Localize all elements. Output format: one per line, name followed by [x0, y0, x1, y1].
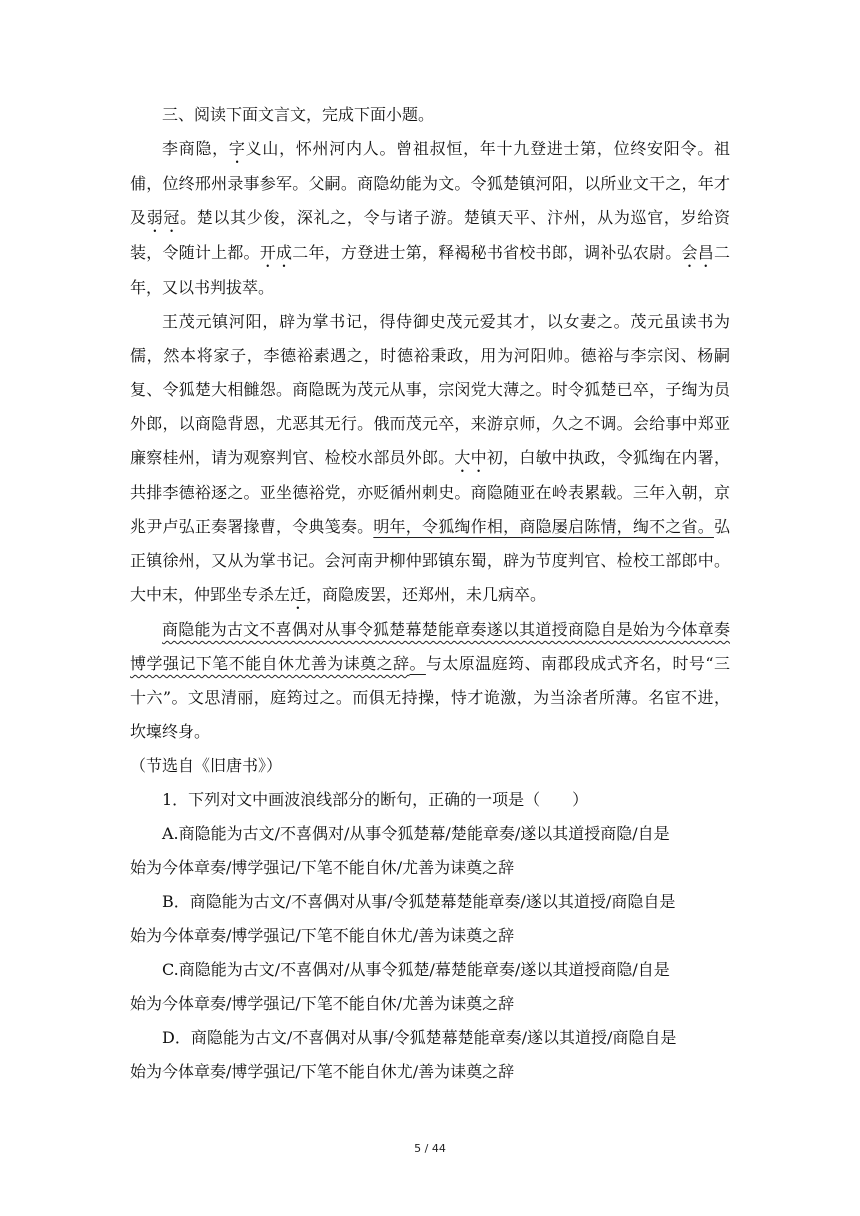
- option-a-continued: 始为今体章奏/博学强记/下笔不能自休/尤善为诔奠之辞: [130, 858, 515, 877]
- passage-paragraph-1: 李商隐，字义山，怀州河内人。曾祖叔恒，年十九登进士第，位终安阳令。祖俌，位终邢州录事参军。父嗣。商隐幼能为文。令狐楚镇河阳，以所业文干之，年才及弱冠。楚以其少俊，深礼之，令与诸子游。楚镇天平、汴州，从为巡官，岁给资装，令随计上都。开成二年，方登进士第，释褐秘书省校书郎，调补弘农尉。会昌二年，又以书判拔萃。: [130, 139, 730, 297]
- emphasis-dazhong: 大中: [454, 448, 487, 467]
- option-d-continued: 始为今体章奏/博学强记/下笔不能自休尤/善为诔奠之辞: [130, 1062, 515, 1081]
- passage-paragraph-3: 商隐能为古文不喜偶对从事令狐楚幕楚能章奏遂以其道授商隐自是始为今体章奏博学强记下笔不能自休尤善为诔奠之辞。与太原温庭筠、南郡段成式齐名，时号“三十六”。文思清丽，庭筠过之。而俱无持操，恃才诡激，为当涂者所薄。名宦不进，坎壈终身。: [130, 620, 730, 741]
- option-b: B．商隐能为古文/不喜偶对从事/令狐楚幕楚能章奏/遂以其道授/商隐自是: [162, 892, 676, 911]
- option-b-continued: 始为今体章奏/博学强记/下笔不能自休尤/善为诔奠之辞: [130, 926, 515, 945]
- emphasis-ruoguan: 弱冠: [146, 208, 181, 227]
- option-c: C.商隐能为古文/不喜偶对/从事令狐楚/幕楚能章奏/遂以其道授商隐/自是: [162, 960, 670, 979]
- emphasis-kaicheng: 开成: [259, 243, 293, 262]
- page-content: [130, 98, 730, 1089]
- passage-source: （节选自《旧唐书》）: [130, 756, 283, 775]
- section-heading: 三、阅读下面文言文，完成下面小题。: [162, 105, 435, 124]
- option-c-continued: 始为今体章奏/博学强记/下笔不能自休/尤善为诔奠之辞: [130, 994, 515, 1013]
- underlined-sentence: 明年，令狐绹作相，商隐屡启陈情，绹不之省。: [373, 517, 714, 536]
- option-a: A.商隐能为古文/不喜偶对/从事令狐楚幕/楚能章奏/遂以其道授商隐/自是: [162, 824, 670, 843]
- passage-paragraph-2: 王茂元镇河阳，辟为掌书记，得侍御史茂元爱其才，以女妻之。茂元虽读书为儒，然本将家子，李德裕素遇之，时德裕秉政，用为河阳帅。德裕与李宗闵、杨嗣复、令狐楚大相雠怨。商隐既为茂元从事，宗闵党大薄之。时令狐楚已卒，子绹为员外郎，以商隐背恩，尤恶其无行。俄而茂元卒，来游京师，久之不调。会给事中郑亚廉察桂州，请为观察判官、检校水部员外郎。大中初，白敏中执政，令狐绹在内署，共排李德裕逐之。亚坐德裕党，亦贬循州刺史。商隐随亚在岭表累载。三年入朝，京兆尹卢弘正奏署掾曹，令典笺奏。明年，令狐绹作相，商隐屡启陈情，绹不之省。弘正镇徐州，又从为掌书记。会河南尹柳仲郢镇东蜀，辟为节度判官、检校工部郎中。大中末，仲郢坐专杀左迁，商隐废罢，还郑州，未几病卒。: [130, 312, 730, 604]
- wavy-underlined-passage: 商隐能为古文不喜偶对从事令狐楚幕楚能章奏遂以其道授商隐自是始为今体章奏博学强记下笔不能自休尤善为诔奠之辞: [130, 620, 730, 673]
- emphasis-huichang: 会昌: [681, 243, 714, 262]
- option-d: D．商隐能为古文/不喜偶对从事/令狐楚幕楚能章奏/遂以其道授/商隐自是: [162, 1028, 677, 1047]
- page-number: 5 / 44: [414, 1142, 446, 1155]
- emphasis-qian: 迁: [290, 585, 307, 604]
- emphasis-zi: 字: [228, 139, 246, 158]
- question-1-stem: 1．下列对文中画波浪线部分的断句，正确的一项是（ ）: [162, 790, 589, 809]
